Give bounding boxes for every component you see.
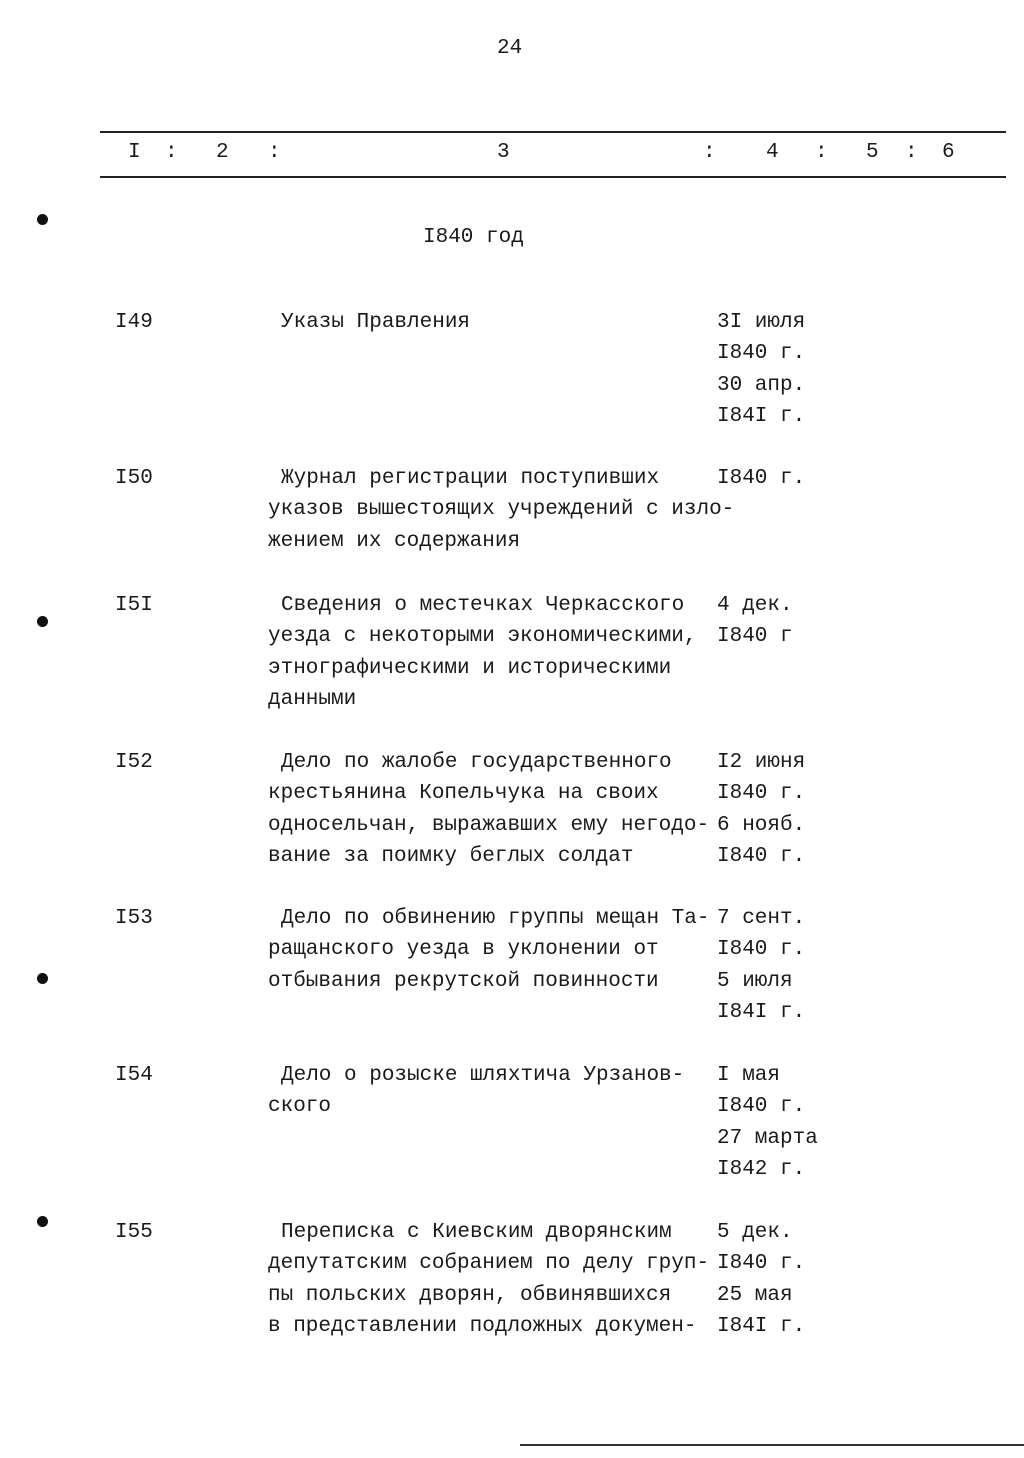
entry-date-line: I2 июня: [717, 751, 806, 774]
column-header-5: 5: [866, 141, 879, 164]
entry-date-line: I840 г.: [717, 467, 806, 490]
entry-title-line: уезда с некоторыми экономическими,: [268, 625, 697, 649]
entry-title-line: ращанского уезда в уклонении от: [268, 938, 659, 962]
entry-date-line: I840 г.: [717, 844, 806, 868]
column-separator: :: [815, 141, 828, 164]
year-heading: I840 год: [423, 226, 524, 249]
entry-number: I50: [115, 467, 153, 490]
entry-number: I55: [115, 1221, 153, 1244]
entry-date-line: 3I июля: [717, 311, 806, 334]
entry-date-line: I84I г.: [717, 1000, 806, 1024]
entry-title-line: депутатским собранием по делу груп-: [268, 1252, 710, 1276]
entry-number: I54: [115, 1064, 153, 1087]
entry-number: I52: [115, 751, 153, 774]
punch-hole: [37, 973, 48, 984]
entry-date-line: 7 сент.: [717, 907, 806, 930]
entry-title-line: Переписка с Киевским дворянским: [281, 1221, 672, 1244]
entry-date-line: I840 г: [717, 625, 793, 649]
entry-title-line: крестьянина Копельчука на своих: [268, 782, 659, 806]
entry-title-line: ского: [268, 1095, 332, 1119]
column-header-6: 6: [942, 141, 955, 164]
entry-date-line: I840 г.: [717, 1095, 806, 1119]
entry-date-line: 30 апр.: [717, 373, 806, 397]
entry-date-line: 5 июля: [717, 969, 793, 993]
entry-title-line: данными: [268, 687, 357, 711]
punch-hole: [37, 214, 48, 225]
header-rule-bottom: [100, 176, 1006, 178]
column-header-4: 4: [766, 141, 779, 164]
entry-date-line: I840 г.: [717, 938, 806, 962]
entry-date-line: I840 г.: [717, 1252, 806, 1276]
entry-title-line: односельчан, выражавших ему негодо-: [268, 813, 710, 837]
entry-number: I49: [115, 311, 153, 334]
entry-title-line: Дело о розыске шляхтича Урзанов-: [281, 1064, 685, 1087]
column-separator: :: [268, 141, 281, 164]
entry-title-line: отбывания рекрутской повинности: [268, 969, 659, 993]
entry-date-line: 27 марта: [717, 1126, 818, 1150]
header-rule-top: [100, 131, 1006, 133]
entry-date-line: I мая: [717, 1064, 781, 1087]
entry-title-line: указов вышестоящих учреждений с изло-: [268, 498, 735, 522]
column-header-1: I: [128, 141, 141, 164]
entry-date-line: 6 нояб.: [717, 813, 806, 837]
column-header-3: 3: [497, 141, 510, 164]
column-header-2: 2: [216, 141, 229, 164]
punch-hole: [37, 1216, 48, 1227]
page-number: 24: [497, 37, 523, 60]
entry-title-line: Указы Правления: [281, 311, 471, 334]
entry-title-line: Дело по жалобе государственного: [281, 751, 672, 774]
entry-title-line: Дело по обвинению группы мещан Та-: [281, 907, 710, 930]
entry-date-line: 25 мая: [717, 1283, 793, 1307]
entry-date-line: I842 г.: [717, 1157, 806, 1181]
entry-title-line: Журнал регистрации поступивших: [281, 467, 660, 490]
entry-title-line: в представлении подложных докумен-: [268, 1314, 697, 1338]
entry-date-line: 5 дек.: [717, 1221, 793, 1244]
entry-number: I5I: [115, 594, 153, 617]
entry-date-line: I840 г.: [717, 782, 806, 806]
entry-title-line: этнографическими и историческими: [268, 656, 672, 680]
column-separator: :: [905, 141, 918, 164]
entry-date-line: I84I г.: [717, 404, 806, 428]
punch-hole: [37, 616, 48, 627]
entry-title-line: пы польских дворян, обвинявшихся: [268, 1283, 672, 1307]
entry-date-line: 4 дек.: [717, 594, 793, 617]
column-separator: :: [165, 141, 178, 164]
entry-date-line: I84I г.: [717, 1314, 806, 1338]
bottom-rule: [520, 1444, 1024, 1446]
entry-number: I53: [115, 907, 153, 930]
entry-title-line: жением их содержания: [268, 529, 521, 553]
entry-title-line: Сведения о местечках Черкасского: [281, 594, 685, 617]
entry-title-line: вание за поимку беглых солдат: [268, 844, 634, 868]
entry-date-line: I840 г.: [717, 342, 806, 366]
column-separator: :: [703, 141, 716, 164]
